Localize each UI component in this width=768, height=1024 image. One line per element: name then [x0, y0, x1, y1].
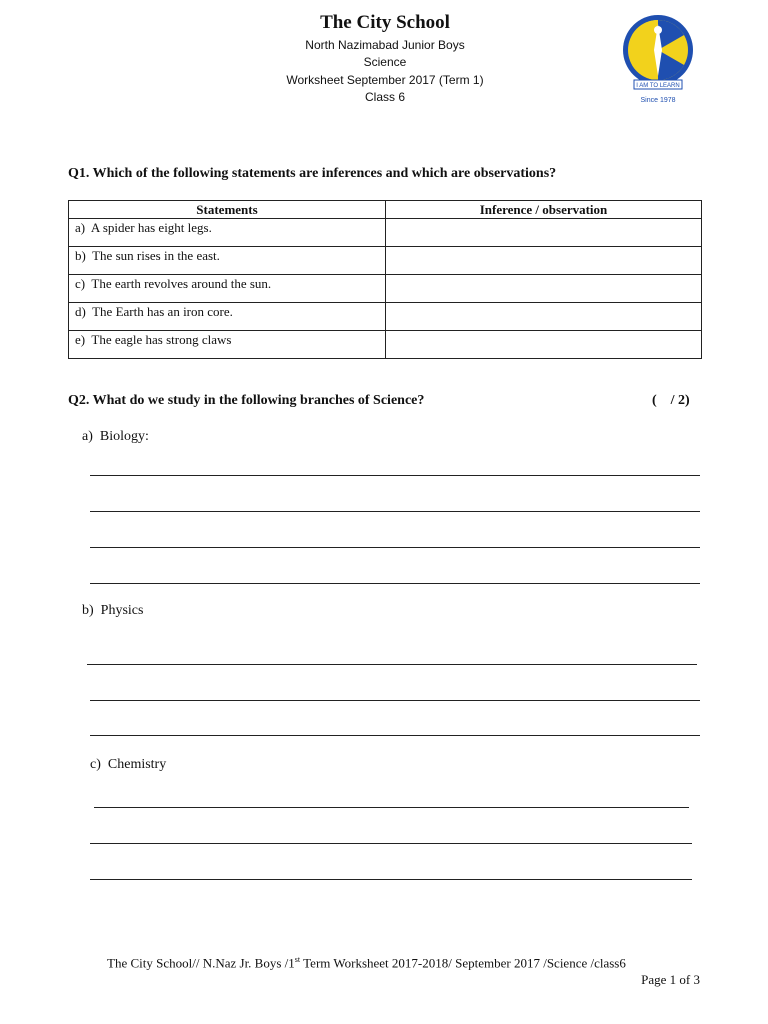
- q2-marks: ( / 2): [652, 393, 690, 408]
- footer-superscript: st: [294, 955, 301, 964]
- answer-line[interactable]: [94, 807, 689, 808]
- answer-line[interactable]: [90, 511, 700, 512]
- row-label: e): [75, 332, 86, 347]
- row-statement: The earth revolves around the sun.: [91, 276, 272, 291]
- answer-line[interactable]: [90, 735, 700, 736]
- answer-line[interactable]: [87, 664, 697, 665]
- row-label: a): [75, 220, 86, 235]
- answer-cell[interactable]: [386, 219, 702, 247]
- answer-line[interactable]: [90, 843, 692, 844]
- q2-part-b: [82, 603, 143, 619]
- logo-motto: I AM TO LEARN: [636, 83, 680, 89]
- answer-line[interactable]: [90, 879, 692, 880]
- part-text: Biology:: [99, 429, 149, 444]
- class-label: Class 6: [364, 90, 405, 104]
- answer-cell[interactable]: [386, 331, 702, 359]
- row-label: b): [75, 248, 86, 263]
- part-text: Physics: [100, 603, 144, 618]
- footer-text-part: The City School// N.Naz Jr. Boys /1: [107, 955, 295, 971]
- footer-text: [107, 955, 626, 971]
- page-number: Page 1 of 3: [641, 972, 700, 987]
- q1-header-statements: Statements: [69, 201, 386, 219]
- answer-line[interactable]: [90, 700, 700, 701]
- q1-title: Q1. Which of the following statements are inferences and which are observations?: [68, 166, 557, 181]
- q2-part-a: [82, 429, 149, 445]
- answer-cell[interactable]: [386, 275, 702, 303]
- answer-line[interactable]: [90, 547, 700, 548]
- table-row: [69, 219, 702, 247]
- row-statement: A spider has eight legs.: [90, 220, 212, 235]
- q2-part-c: [90, 757, 166, 773]
- row-statement: The sun rises in the east.: [92, 248, 220, 263]
- row-label: c): [75, 276, 86, 291]
- part-text: Chemistry: [107, 757, 167, 772]
- table-row: [69, 247, 702, 275]
- row-label: d): [75, 304, 86, 319]
- worksheet-title: Worksheet September 2017 (Term 1): [286, 73, 484, 87]
- q1-table: [68, 200, 702, 359]
- q1-header-answer: Inference / observation: [386, 201, 702, 219]
- part-label: b): [82, 603, 94, 618]
- school-logo: [620, 10, 696, 110]
- answer-line[interactable]: [90, 475, 700, 476]
- branch-name: North Nazimabad Junior Boys: [305, 38, 465, 52]
- logo-since: Since 1978: [640, 97, 676, 104]
- table-row: [69, 303, 702, 331]
- table-row: [69, 275, 702, 303]
- answer-line[interactable]: [90, 583, 700, 584]
- answer-cell[interactable]: [386, 303, 702, 331]
- row-statement: The eagle has strong claws: [91, 332, 232, 347]
- part-label: a): [82, 429, 93, 444]
- subject-name: Science: [363, 55, 407, 69]
- part-label: c): [90, 757, 101, 772]
- q2-title: Q2. What do we study in the following branches of Science?: [68, 393, 425, 408]
- answer-cell[interactable]: [386, 247, 702, 275]
- table-row: [69, 331, 702, 359]
- footer-text-part: Term Worksheet 2017-2018/ September 2017 /Science /class6: [300, 955, 626, 971]
- row-statement: The Earth has an iron core.: [92, 304, 233, 319]
- school-title: The City School: [320, 12, 450, 33]
